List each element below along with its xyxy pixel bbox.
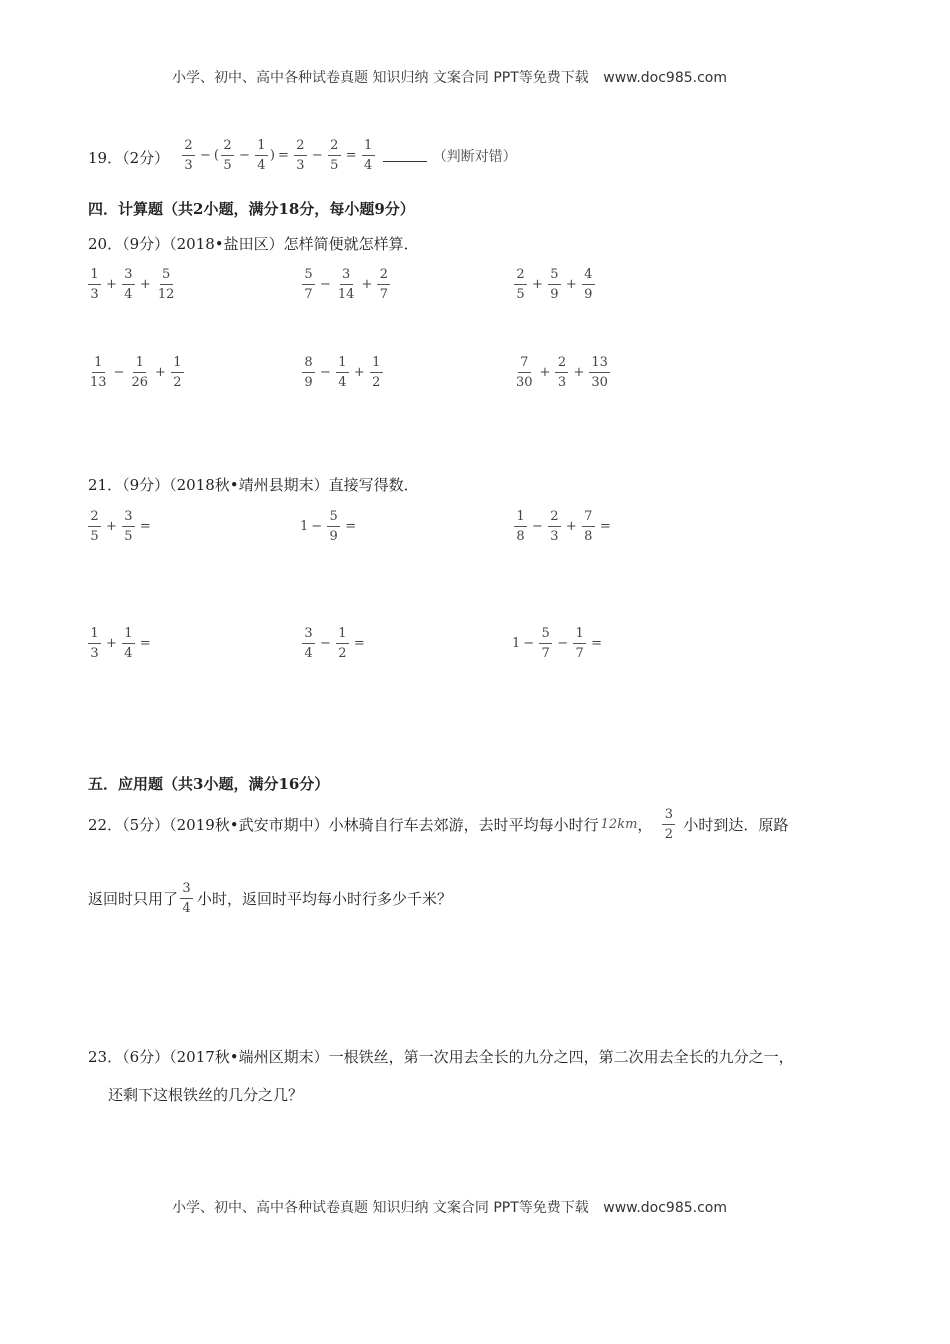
q21-expr-1: $\frac{2}{5}$ + $\frac{3}{5}$ =	[86, 510, 154, 543]
q20-expr-1: $\frac{1}{3}$ + $\frac{3}{4}$ + $\frac{5}{12}$	[86, 268, 178, 301]
fraction: $\frac{2}{5}$	[221, 139, 234, 172]
q19-expression: $\frac{2}{3}$ − ( $\frac{2}{5}$ − $\frac{1}{4}$ ) = $\frac{2}{3}$ − $\frac{2}{5}$ = $\frac{1}{4}$ （判断对错）	[180, 139, 517, 172]
q22-line2: 返回时只用了 $\frac{3}{4}$ 小时，返回时平均每小时行多少千米？	[88, 881, 453, 916]
q20-expr-3: $\frac{2}{5}$ + $\frac{5}{9}$ + $\frac{4}{9}$	[512, 268, 597, 301]
q21-expr-3: $\frac{1}{8}$ − $\frac{2}{3}$ + $\frac{7}{8}$ =	[512, 510, 614, 543]
q21-expr-5: $\frac{3}{4}$ − $\frac{1}{2}$ =	[300, 627, 368, 660]
header-text: 小学、初中、高中各种试卷真题 知识归纳 文案合同 PPT等免费下载	[172, 70, 589, 86]
q20-expr-2: $\frac{5}{7}$ − $\frac{3}{14}$ + $\frac{2}{7}$	[300, 268, 392, 301]
q21-expr-2: 1 − $\frac{5}{9}$ =	[300, 509, 357, 544]
q20-text: 20．（9分）（2018•盐田区）怎样简便就怎样算．	[88, 235, 419, 253]
section4-title: 四．计算题（共2小题，满分18分，每小题9分）	[88, 200, 415, 218]
fraction: $\frac{2}{3}$	[182, 139, 195, 172]
q21-expr-6: 1 − $\frac{5}{7}$ − $\frac{1}{7}$ =	[512, 626, 602, 661]
q20-expr-6: $\frac{7}{30}$ + $\frac{2}{3}$ + $\frac{13}{30}$	[516, 355, 608, 390]
q23-line1: 23．（6分）（2017秋•端州区期末）一根铁丝，第一次用去全长的九分之四，第二次用去全长的九分之一，	[88, 1048, 794, 1066]
footer-url: www.doc985.com	[603, 1200, 727, 1216]
q19-prefix: 19．（2分）	[88, 149, 170, 167]
fraction: $\frac{1}{4}$	[362, 139, 375, 172]
section5-title: 五．应用题（共3小题，满分16分）	[88, 775, 330, 793]
fraction: $\frac{2}{3}$	[294, 139, 307, 172]
fraction: $\frac{2}{5}$	[328, 139, 341, 172]
speed-value: 12km	[600, 817, 638, 832]
fraction: $\frac{3}{2}$	[662, 808, 675, 841]
header-url: www.doc985.com	[603, 70, 727, 86]
q21-expr-4: $\frac{1}{3}$ + $\frac{1}{4}$ =	[86, 627, 154, 660]
fraction: $\frac{3}{4}$	[180, 882, 193, 915]
footer-text: 小学、初中、高中各种试卷真题 知识归纳 文案合同 PPT等免费下载	[172, 1200, 589, 1216]
q20-expr-5: $\frac{8}{9}$ − $\frac{1}{4}$ + $\frac{1}{2}$	[300, 356, 385, 389]
fraction: $\frac{1}{4}$	[255, 139, 268, 172]
page-header	[172, 67, 727, 87]
q20-expr-4: $\frac{1}{13}$ − $\frac{1}{26}$ + $\frac{1}{2}$	[86, 356, 186, 389]
answer-blank[interactable]	[383, 149, 427, 162]
q22-line1: 22．（5分）（2019秋•武安市期中）小林骑自行车去郊游，去时平均每小时行 12km ， $\frac{3}{2}$ 小时到达．原路	[88, 807, 789, 842]
q21-text: 21．（9分）（2018秋•靖州县期末）直接写得数．	[88, 476, 419, 494]
page-footer	[172, 1197, 727, 1217]
q23-line2: 还剩下这根铁丝的几分之几？	[108, 1086, 304, 1104]
